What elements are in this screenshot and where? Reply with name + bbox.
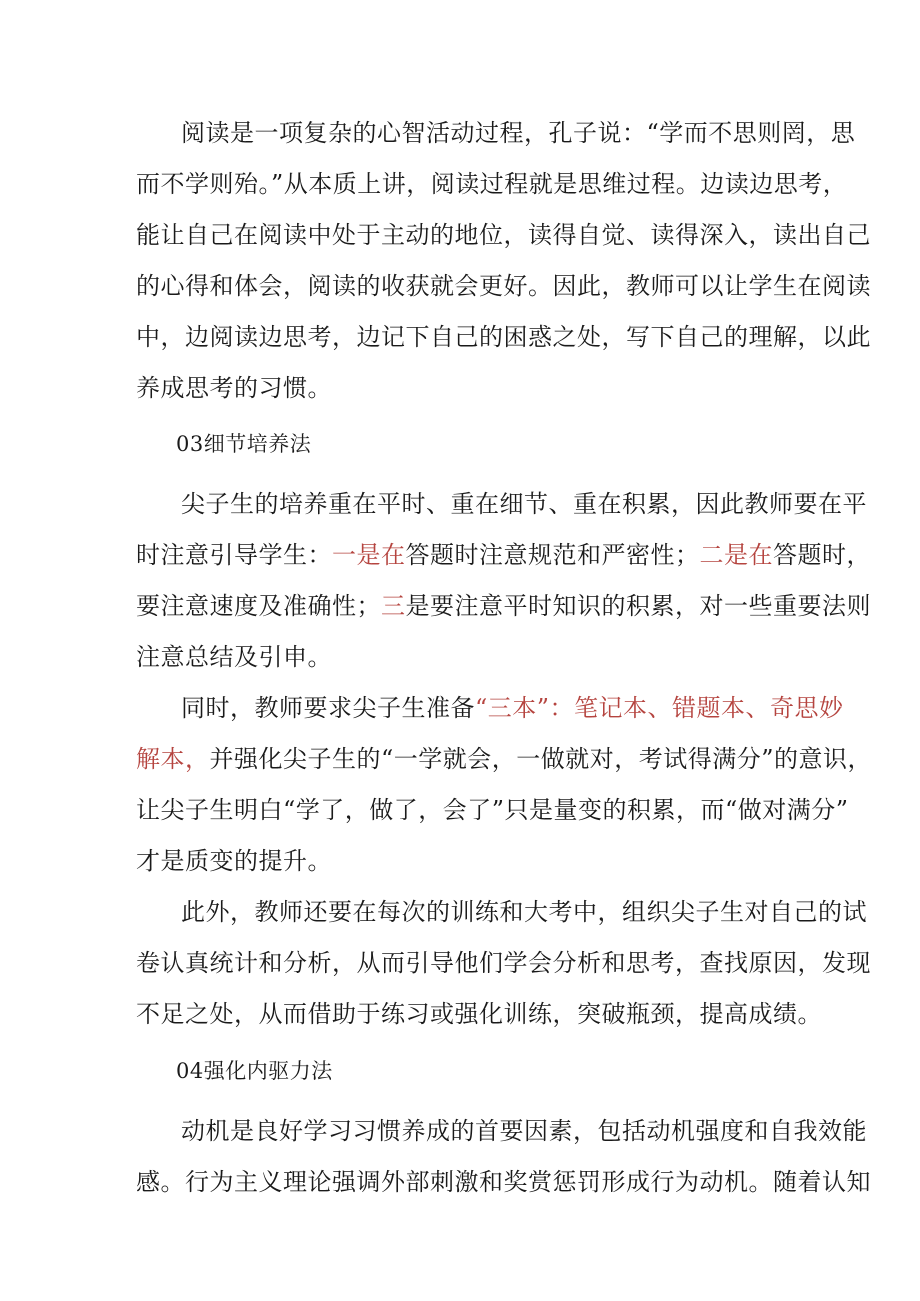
text-line: 让尖子生明白“学了，做了，会了”只是量变的积累，而“做对满分”	[136, 796, 849, 824]
text-line: 才是质变的提升。	[136, 847, 332, 875]
section-heading-03: 03细节培养法	[176, 432, 312, 456]
text-line	[136, 743, 872, 775]
text-line: 的心得和体会，阅读的收获就会更好。因此，教师可以让学生在阅读	[136, 272, 871, 300]
highlight-third: 三	[381, 592, 406, 620]
text-line: 尖子生的培养重在平时、重在细节、重在积累，因此教师要在平	[181, 490, 867, 518]
text-line: 阅读是一项复杂的心智活动过程，孔子说：“学而不思则罔，思	[181, 119, 856, 147]
text-line: 能让自己在阅读中处于主动的地位，读得自觉、读得深入，读出自己	[136, 221, 871, 249]
text-span: 答题时注意规范和严密性；	[405, 541, 700, 569]
highlight-three-books-end: 解本，	[136, 745, 210, 773]
text-line: 注意总结及引申。	[136, 643, 332, 671]
highlight-second: 二是在	[699, 541, 773, 569]
text-span: 同时，教师要求尖子生准备	[181, 694, 475, 722]
text-line: 感。行为主义理论强调外部刺激和奖赏惩罚形成行为动机。随着认知	[136, 1168, 871, 1196]
text-line: 不足之处，从而借助于练习或强化训练，突破瓶颈，提高成绩。	[136, 1000, 822, 1028]
text-span: 要注意速度及准确性；	[136, 592, 381, 620]
text-line	[181, 692, 844, 724]
text-line	[136, 539, 871, 571]
text-span: 答题时，	[773, 541, 871, 569]
text-line: 此外，教师还要在每次的训练和大考中，组织尖子生对自己的试	[181, 898, 867, 926]
text-line: 中，边阅读边思考，边记下自己的困惑之处，写下自己的理解，以此	[136, 323, 871, 351]
text-span: 时注意引导学生：	[136, 541, 332, 569]
highlight-first: 一是在	[332, 541, 406, 569]
text-line: 动机是良好学习习惯养成的首要因素，包括动机强度和自我效能	[181, 1117, 867, 1145]
section-heading-04: 04强化内驱力法	[176, 1059, 333, 1083]
highlight-three-books: “三本”：笔记本、错题本、奇思妙	[475, 694, 844, 722]
text-line: 卷认真统计和分析，从而引导他们学会分析和思考，查找原因，发现	[136, 949, 871, 977]
text-span: 并强化尖子生的“一学就会，一做就对，考试得满分”的意识，	[209, 745, 873, 773]
text-line	[136, 590, 871, 622]
text-line: 而不学则殆。”从本质上讲，阅读过程就是思维过程。边读边思考，	[136, 170, 848, 198]
text-line: 养成思考的习惯。	[136, 374, 332, 402]
text-span: 是要注意平时知识的积累，对一些重要法则	[405, 592, 871, 620]
